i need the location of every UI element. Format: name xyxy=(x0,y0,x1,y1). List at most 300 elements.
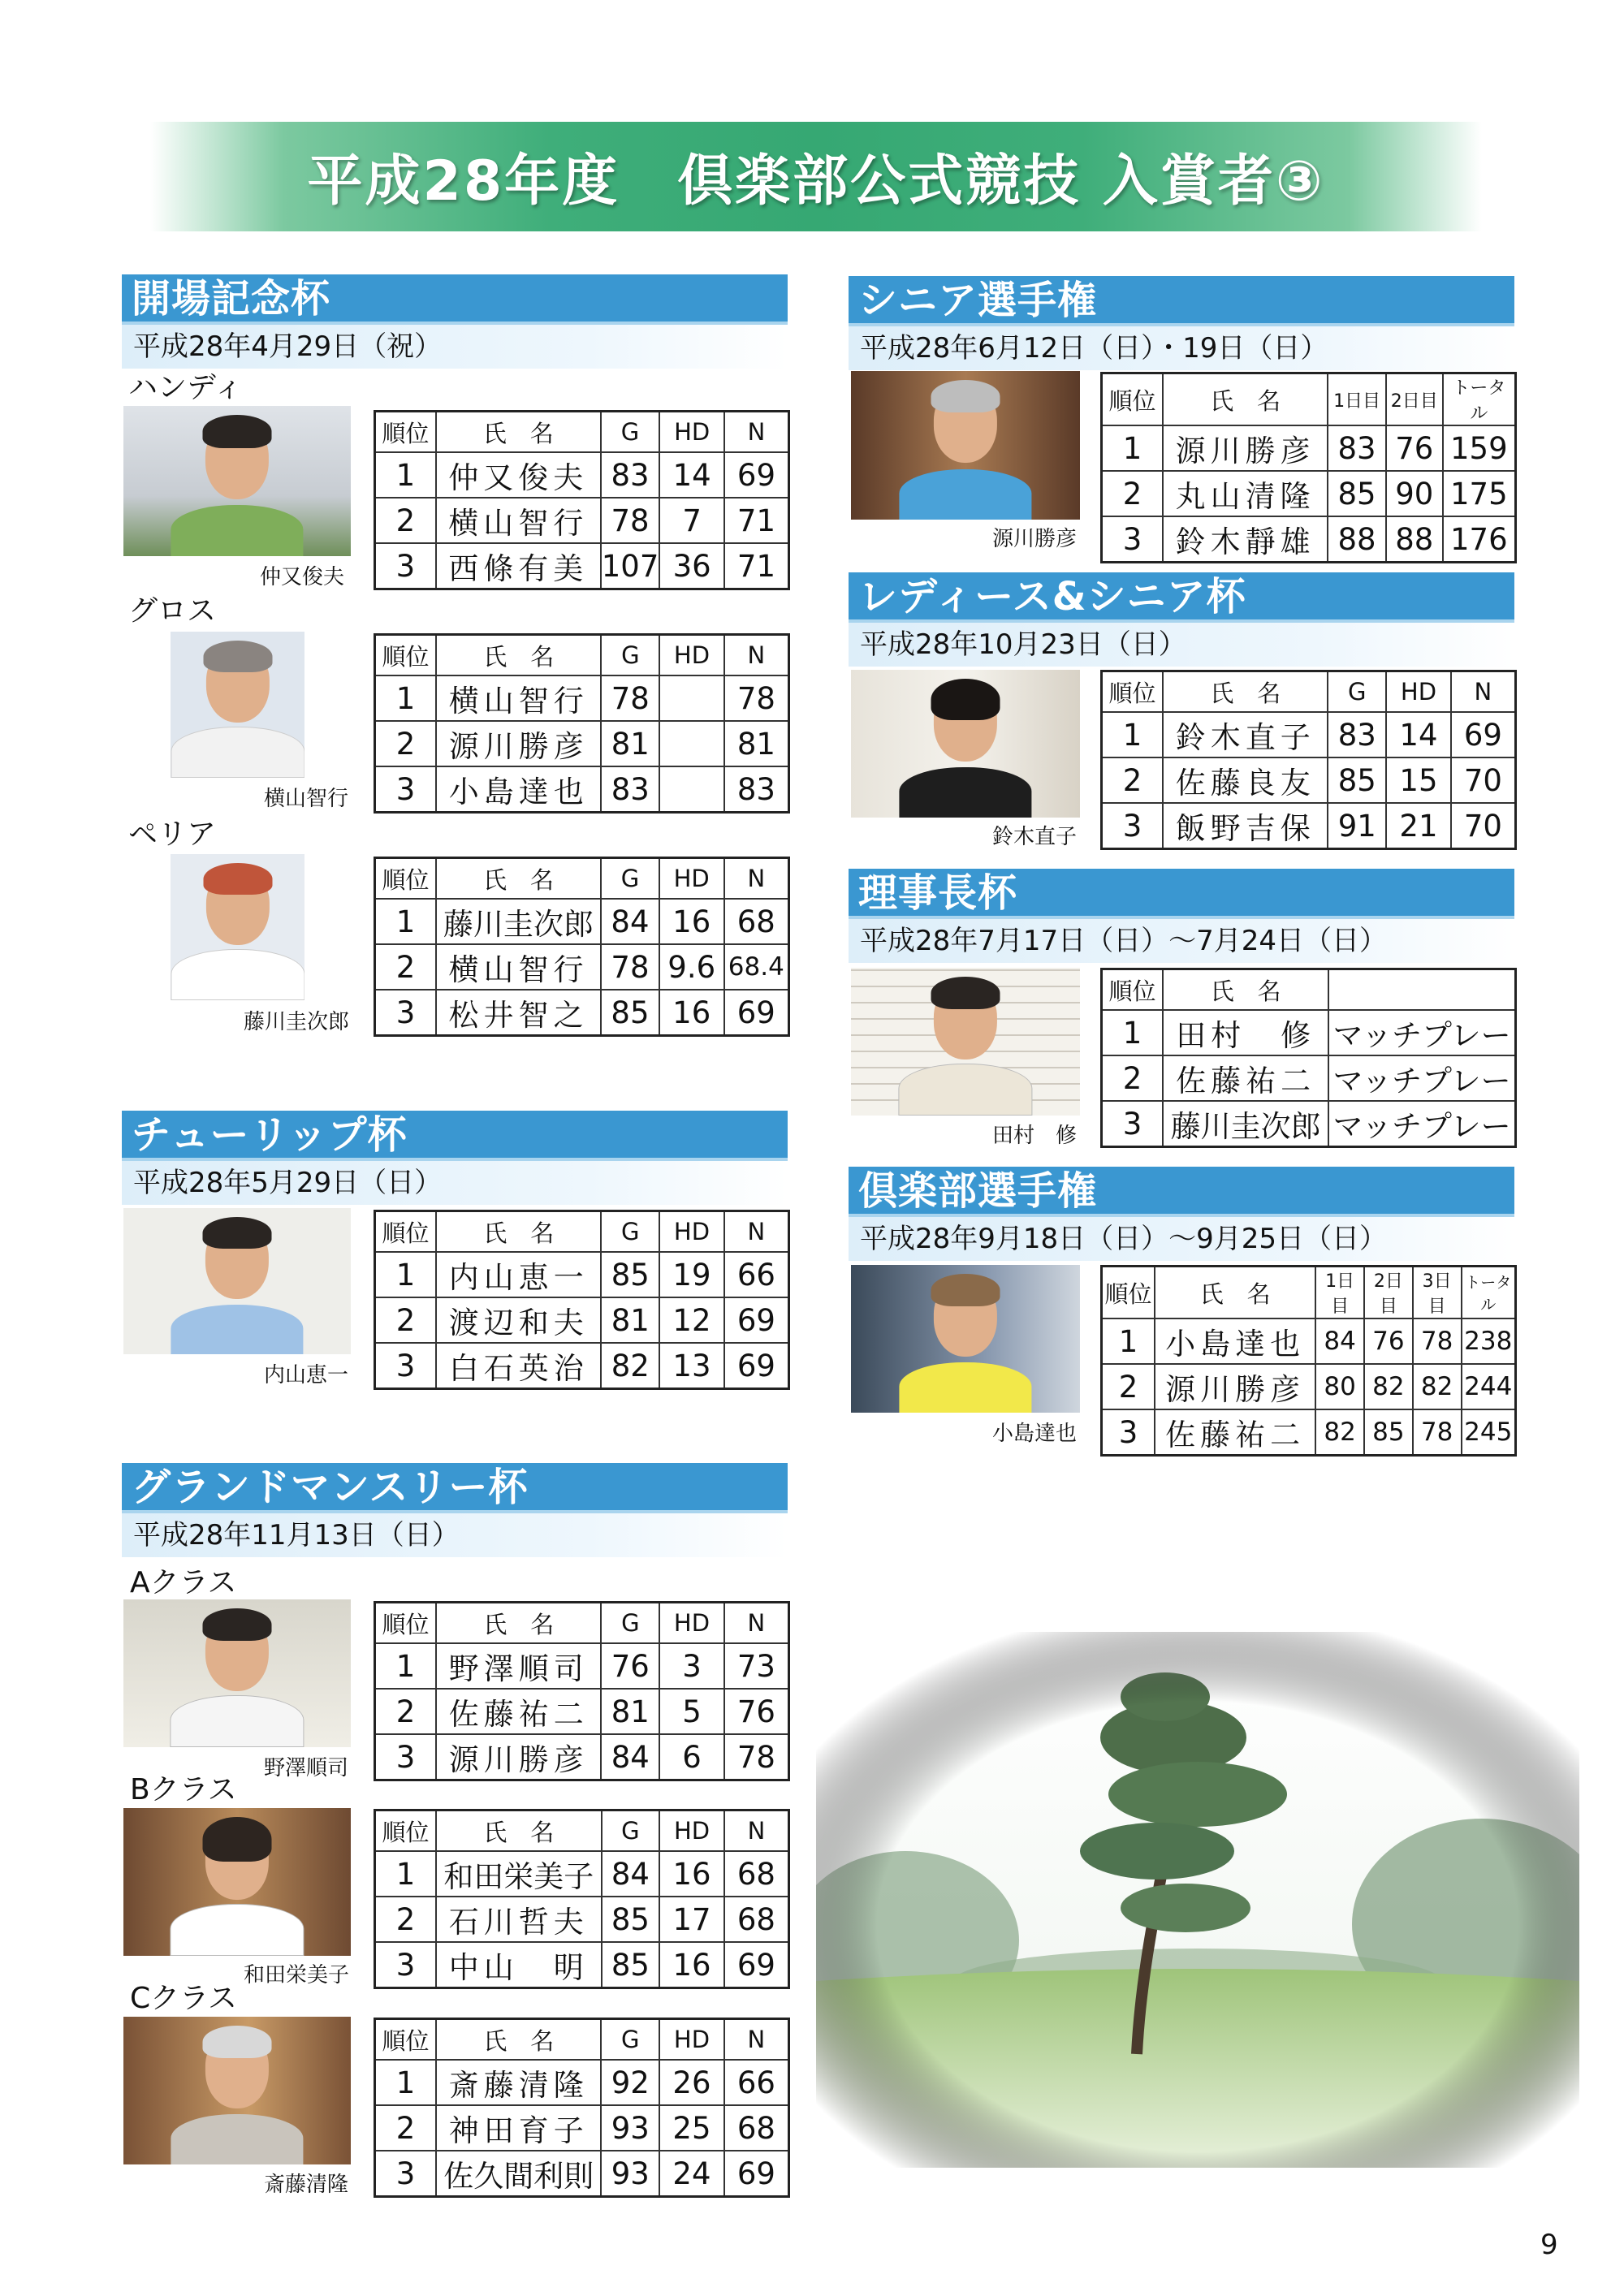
col-g: G xyxy=(601,1211,659,1253)
result-cell: マッチプレー xyxy=(1328,1055,1515,1101)
rank-cell: 1 xyxy=(1102,712,1164,757)
g-cell: 81 xyxy=(601,721,659,766)
section-club xyxy=(849,1167,1514,1261)
group-label-handy: ハンディ xyxy=(128,371,244,404)
results-table-club xyxy=(1100,1265,1517,1457)
section-title: 理事長杯 xyxy=(849,869,1514,919)
hd-cell: 17 xyxy=(659,1897,724,1942)
col-rank: 順位 xyxy=(1102,373,1163,426)
table-row xyxy=(1102,1409,1516,1456)
col-name: 氏 名 xyxy=(436,1603,601,1644)
table-row xyxy=(1102,1364,1516,1409)
photo-caption: 源川勝彦 xyxy=(992,527,1078,551)
day3-cell: 82 xyxy=(1413,1364,1462,1409)
results-table-rijicho xyxy=(1100,968,1517,1148)
table-row xyxy=(375,990,789,1036)
total-cell: 245 xyxy=(1462,1409,1516,1456)
photo-caption: 小島達也 xyxy=(992,1422,1078,1446)
total-cell: 175 xyxy=(1443,471,1516,516)
group-label-peoria: ペリア xyxy=(128,818,217,851)
col-name: 氏 名 xyxy=(436,858,601,900)
table-row xyxy=(375,2060,789,2105)
table-row xyxy=(375,1734,789,1780)
hd-cell: 12 xyxy=(659,1297,724,1343)
day1-cell: 80 xyxy=(1315,1364,1364,1409)
col-hd: HD xyxy=(659,858,724,900)
day3-cell: 78 xyxy=(1413,1409,1462,1456)
col-rank: 順位 xyxy=(1102,969,1164,1011)
g-cell: 85 xyxy=(602,1942,660,1988)
g-cell: 76 xyxy=(601,1643,659,1689)
n-cell: 69 xyxy=(724,2151,789,2197)
hd-cell: 14 xyxy=(1386,712,1451,757)
n-cell: 69 xyxy=(1451,712,1516,757)
name-cell: 白石英治 xyxy=(436,1343,601,1389)
n-cell: 68 xyxy=(724,1897,789,1942)
table-row xyxy=(375,2151,789,2197)
table-row xyxy=(375,1851,789,1897)
g-cell: 82 xyxy=(601,1343,659,1389)
g-cell: 107 xyxy=(601,543,660,589)
col-hd: HD xyxy=(659,1211,724,1253)
table-row xyxy=(1102,1101,1516,1147)
name-cell: 鈴木直子 xyxy=(1163,712,1328,757)
rank-cell: 1 xyxy=(375,1851,436,1897)
rank-cell: 2 xyxy=(375,2105,437,2151)
section-grand xyxy=(122,1463,788,1557)
hd-cell: 6 xyxy=(659,1734,724,1780)
name-cell: 和田栄美子 xyxy=(436,1851,602,1897)
name-cell: 佐藤祐二 xyxy=(436,1689,601,1734)
col-day2: 2日目 xyxy=(1386,373,1443,426)
photo-caption: 横山智行 xyxy=(264,787,349,811)
name-cell: 横山智行 xyxy=(436,498,601,543)
rank-cell: 3 xyxy=(375,1734,437,1780)
table-row xyxy=(1102,1318,1516,1364)
winner-photo xyxy=(171,632,304,778)
day2-cell: 76 xyxy=(1364,1318,1413,1364)
name-cell: 佐藤良友 xyxy=(1163,757,1328,803)
col-g: G xyxy=(601,2019,659,2061)
rank-cell: 1 xyxy=(375,1252,437,1297)
col-name: 氏 名 xyxy=(436,412,601,453)
hd-cell: 24 xyxy=(659,2151,724,2197)
col-g: G xyxy=(601,412,660,453)
g-cell: 85 xyxy=(1328,757,1386,803)
g-cell: 93 xyxy=(601,2105,659,2151)
day2-cell: 90 xyxy=(1386,471,1443,516)
rank-cell: 3 xyxy=(1102,1409,1155,1456)
n-cell: 76 xyxy=(724,1689,789,1734)
n-cell: 81 xyxy=(724,721,789,766)
winner-photo xyxy=(851,968,1080,1116)
hd-cell xyxy=(659,675,724,721)
n-cell: 70 xyxy=(1451,757,1516,803)
table-row xyxy=(375,1643,789,1689)
rank-cell: 2 xyxy=(1102,1364,1155,1409)
rank-cell: 2 xyxy=(375,1689,437,1734)
day2-cell: 82 xyxy=(1364,1364,1413,1409)
rank-cell: 3 xyxy=(1102,1101,1164,1147)
rank-cell: 1 xyxy=(1102,1010,1164,1055)
day1-cell: 85 xyxy=(1328,471,1386,516)
table-row xyxy=(375,2105,789,2151)
g-cell: 84 xyxy=(602,1851,660,1897)
table-row xyxy=(375,944,789,990)
results-table-tulip xyxy=(374,1210,790,1390)
section-date: 平成28年6月12日（日）・19日（日） xyxy=(849,326,1514,370)
hd-cell: 19 xyxy=(659,1252,724,1297)
col-n: N xyxy=(724,412,789,453)
table-row xyxy=(375,1897,789,1942)
n-cell: 69 xyxy=(724,452,789,498)
section-date: 平成28年4月29日（祝） xyxy=(122,325,788,369)
col-n: N xyxy=(1451,671,1516,713)
g-cell: 81 xyxy=(601,1689,659,1734)
rank-cell: 3 xyxy=(375,990,436,1036)
section-title: 倶楽部選手権 xyxy=(849,1167,1514,1217)
rank-cell: 1 xyxy=(375,899,436,944)
table-row xyxy=(375,675,789,721)
rank-cell: 3 xyxy=(375,2151,437,2197)
g-cell: 78 xyxy=(601,675,659,721)
table-row xyxy=(375,452,789,498)
result-cell: マッチプレー xyxy=(1328,1010,1515,1055)
name-cell: 中山 明 xyxy=(436,1942,602,1988)
col-rank: 順位 xyxy=(375,2019,437,2061)
col-n: N xyxy=(724,1211,789,1253)
photo-caption: 内山恵一 xyxy=(264,1363,349,1388)
col-hd: HD xyxy=(659,1603,724,1644)
table-row xyxy=(375,899,789,944)
rank-cell: 2 xyxy=(375,1297,437,1343)
col-g: G xyxy=(602,1810,660,1852)
table-row xyxy=(1102,471,1516,516)
group-label-a: Aクラス xyxy=(130,1566,237,1599)
section-kaijo xyxy=(122,274,788,369)
table-row xyxy=(1102,425,1516,471)
col-name: 氏 名 xyxy=(436,635,601,676)
table-row xyxy=(1102,1055,1516,1101)
table-header-row xyxy=(1102,373,1516,426)
name-cell: 源川勝彦 xyxy=(436,1734,601,1780)
table-header-row xyxy=(375,412,789,453)
name-cell: 藤川圭次郎 xyxy=(436,899,601,944)
col-g: G xyxy=(601,1603,659,1644)
day1-cell: 83 xyxy=(1328,425,1386,471)
hd-cell: 21 xyxy=(1386,803,1451,849)
name-cell: 佐藤祐二 xyxy=(1163,1055,1328,1101)
photo-caption: 和田栄美子 xyxy=(244,1963,350,1987)
day1-cell: 88 xyxy=(1328,516,1386,563)
photo-caption: 斎藤清隆 xyxy=(264,2173,349,2197)
name-cell: 鈴木靜雄 xyxy=(1163,516,1328,563)
n-cell: 68 xyxy=(724,899,789,944)
winner-photo xyxy=(123,1808,351,1956)
g-cell: 85 xyxy=(601,1252,659,1297)
col-g: G xyxy=(1328,671,1386,713)
total-cell: 176 xyxy=(1443,516,1516,563)
hd-cell: 26 xyxy=(659,2060,724,2105)
group-label-b: Bクラス xyxy=(130,1773,237,1806)
rank-cell: 2 xyxy=(375,721,437,766)
name-cell: 佐久間利則 xyxy=(436,2151,601,2197)
g-cell: 92 xyxy=(601,2060,659,2105)
n-cell: 68 xyxy=(724,2105,789,2151)
g-cell: 91 xyxy=(1328,803,1386,849)
results-table-ladies xyxy=(1100,670,1517,850)
g-cell: 83 xyxy=(601,766,659,813)
hd-cell xyxy=(659,766,724,813)
g-cell: 93 xyxy=(601,2151,659,2197)
total-cell: 238 xyxy=(1462,1318,1516,1364)
rank-cell: 2 xyxy=(1102,757,1164,803)
name-cell: 斎藤清隆 xyxy=(436,2060,601,2105)
rank-cell: 3 xyxy=(1102,803,1164,849)
section-date: 平成28年9月18日（日）～9月25日（日） xyxy=(849,1217,1514,1261)
hd-cell: 16 xyxy=(659,899,724,944)
group-label-c: Cクラス xyxy=(130,1982,238,2015)
col-name: 氏 名 xyxy=(436,1810,602,1852)
col-rank: 順位 xyxy=(375,635,437,676)
col-rank: 順位 xyxy=(375,1603,437,1644)
col-rank: 順位 xyxy=(1102,671,1164,713)
table-header-row xyxy=(375,635,789,676)
table-row xyxy=(375,766,789,813)
col-g: G xyxy=(601,635,659,676)
col-day1: 1日目 xyxy=(1328,373,1386,426)
hd-cell: 5 xyxy=(659,1689,724,1734)
winner-photo xyxy=(123,1599,351,1747)
name-cell: 松井智之 xyxy=(436,990,601,1036)
n-cell: 69 xyxy=(724,990,789,1036)
table-row xyxy=(375,1689,789,1734)
rank-cell: 3 xyxy=(1102,516,1163,563)
col-hd: HD xyxy=(659,412,724,453)
table-row xyxy=(375,1297,789,1343)
rank-cell: 1 xyxy=(375,2060,437,2105)
rank-cell: 3 xyxy=(375,766,437,813)
g-cell: 78 xyxy=(601,944,659,990)
total-cell: 244 xyxy=(1462,1364,1516,1409)
n-cell: 83 xyxy=(724,766,789,813)
day1-cell: 84 xyxy=(1315,1318,1364,1364)
table-row xyxy=(1102,757,1516,803)
col-name: 氏 名 xyxy=(1163,969,1328,1011)
total-cell: 159 xyxy=(1443,425,1516,471)
rank-cell: 2 xyxy=(1102,471,1163,516)
name-cell: 横山智行 xyxy=(436,675,601,721)
photo-caption: 野澤順司 xyxy=(264,1756,349,1780)
name-cell: 西條有美 xyxy=(436,543,601,589)
col-hd: HD xyxy=(659,2019,724,2061)
n-cell: 69 xyxy=(724,1297,789,1343)
day3-cell: 78 xyxy=(1413,1318,1462,1364)
n-cell: 69 xyxy=(724,1942,789,1988)
section-ladies xyxy=(849,572,1514,667)
name-cell: 飯野吉保 xyxy=(1163,803,1328,849)
winner-photo xyxy=(123,1208,351,1354)
photo-caption: 鈴木直子 xyxy=(992,825,1078,849)
g-cell: 85 xyxy=(601,990,659,1036)
section-title: チューリップ杯 xyxy=(122,1111,788,1161)
col-day1: 1日目 xyxy=(1315,1267,1364,1319)
col-hd: HD xyxy=(1386,671,1451,713)
winner-photo xyxy=(171,854,304,1000)
name-cell: 源川勝彦 xyxy=(1155,1364,1315,1409)
table-header-row xyxy=(375,1211,789,1253)
table-row xyxy=(1102,1010,1516,1055)
col-n: N xyxy=(724,1810,789,1852)
n-cell: 69 xyxy=(724,1343,789,1389)
col-rank: 順位 xyxy=(375,1810,436,1852)
col-name: 氏 名 xyxy=(436,1211,601,1253)
col-g: G xyxy=(601,858,659,900)
col-name: 氏 名 xyxy=(436,2019,601,2061)
name-cell: 内山恵一 xyxy=(436,1252,601,1297)
g-cell: 78 xyxy=(601,498,660,543)
section-date: 平成28年10月23日（日） xyxy=(849,623,1514,667)
rank-cell: 1 xyxy=(1102,425,1163,471)
col-n: N xyxy=(724,635,789,676)
hd-cell: 36 xyxy=(659,543,724,589)
rank-cell: 2 xyxy=(1102,1055,1164,1101)
g-cell: 84 xyxy=(601,899,659,944)
table-row xyxy=(375,721,789,766)
rank-cell: 1 xyxy=(375,452,436,498)
n-cell: 71 xyxy=(724,543,789,589)
rank-cell: 2 xyxy=(375,944,436,990)
section-rijicho xyxy=(849,869,1514,963)
name-cell: 野澤順司 xyxy=(436,1643,601,1689)
day2-cell: 88 xyxy=(1386,516,1443,563)
hd-cell: 9.6 xyxy=(659,944,724,990)
col-name: 氏 名 xyxy=(1163,373,1328,426)
results-table-peoria xyxy=(374,857,790,1037)
col-n: N xyxy=(724,1603,789,1644)
page-number: 9 xyxy=(1540,2229,1558,2261)
col-hd: HD xyxy=(659,1810,724,1852)
results-table-senior xyxy=(1100,372,1517,563)
hd-cell: 16 xyxy=(659,1942,724,1988)
table-header-row xyxy=(1102,1267,1516,1319)
col-n: N xyxy=(724,858,789,900)
table-header-row xyxy=(1102,671,1516,713)
rank-cell: 1 xyxy=(375,675,437,721)
page-title: 平成28年度 倶楽部公式競技 入賞者③ xyxy=(307,149,1325,214)
name-cell: 源川勝彦 xyxy=(1163,425,1328,471)
name-cell: 小島達也 xyxy=(436,766,601,813)
winner-photo xyxy=(851,1265,1080,1413)
table-header-row xyxy=(375,858,789,900)
winner-photo xyxy=(123,2017,351,2164)
section-title: シニア選手権 xyxy=(849,276,1514,326)
n-cell: 68 xyxy=(724,1851,789,1897)
hd-cell: 15 xyxy=(1386,757,1451,803)
col-name: 氏 名 xyxy=(1163,671,1328,713)
g-cell: 81 xyxy=(601,1297,659,1343)
n-cell: 78 xyxy=(724,675,789,721)
col-rank: 順位 xyxy=(375,1211,437,1253)
rank-cell: 3 xyxy=(375,1942,436,1988)
col-total: トータル xyxy=(1443,373,1516,426)
hd-cell: 25 xyxy=(659,2105,724,2151)
rank-cell: 1 xyxy=(375,1643,437,1689)
winner-photo xyxy=(123,406,351,556)
hd-cell: 3 xyxy=(659,1643,724,1689)
table-row xyxy=(1102,712,1516,757)
n-cell: 68.4 xyxy=(724,944,789,990)
name-cell: 小島達也 xyxy=(1155,1318,1315,1364)
col-day3: 3日目 xyxy=(1413,1267,1462,1319)
hd-cell: 13 xyxy=(659,1343,724,1389)
section-title: 開場記念杯 xyxy=(122,274,788,325)
g-cell: 85 xyxy=(602,1897,660,1942)
photo-caption: 田村 修 xyxy=(992,1124,1078,1148)
day2-cell: 85 xyxy=(1364,1409,1413,1456)
col-result xyxy=(1328,969,1515,1011)
table-header-row xyxy=(375,1810,789,1852)
photo-caption: 仲又俊夫 xyxy=(260,565,345,589)
result-cell: マッチプレー xyxy=(1328,1101,1515,1147)
col-rank: 順位 xyxy=(375,412,436,453)
table-row xyxy=(375,1942,789,1988)
table-row xyxy=(375,1343,789,1389)
table-row xyxy=(1102,516,1516,563)
rank-cell: 3 xyxy=(375,1343,437,1389)
results-table-c xyxy=(374,2018,790,2198)
hd-cell: 7 xyxy=(659,498,724,543)
rank-cell: 3 xyxy=(375,543,436,589)
name-cell: 源川勝彦 xyxy=(436,721,601,766)
results-table-gross xyxy=(374,633,790,814)
n-cell: 66 xyxy=(724,2060,789,2105)
hd-cell: 16 xyxy=(659,1851,724,1897)
name-cell: 石川哲夫 xyxy=(436,1897,602,1942)
results-table-handy xyxy=(374,410,790,590)
n-cell: 73 xyxy=(724,1643,789,1689)
section-senior xyxy=(849,276,1514,370)
section-date: 平成28年5月29日（日） xyxy=(122,1161,788,1205)
winner-photo xyxy=(851,670,1080,818)
winner-photo xyxy=(851,371,1080,520)
page-title-banner xyxy=(150,122,1482,231)
results-table-a xyxy=(374,1601,790,1781)
col-n: N xyxy=(724,2019,789,2061)
section-title: レディース&シニア杯 xyxy=(849,572,1514,623)
name-cell: 神田育子 xyxy=(436,2105,601,2151)
table-header-row xyxy=(375,2019,789,2061)
n-cell: 70 xyxy=(1451,803,1516,849)
g-cell: 83 xyxy=(601,452,660,498)
group-label-gross: グロス xyxy=(128,594,217,628)
g-cell: 83 xyxy=(1328,712,1386,757)
rank-cell: 1 xyxy=(1102,1318,1155,1364)
col-hd: HD xyxy=(659,635,724,676)
rank-cell: 2 xyxy=(375,1897,436,1942)
col-rank: 順位 xyxy=(1102,1267,1155,1319)
section-tulip xyxy=(122,1111,788,1205)
name-cell: 藤川圭次郎 xyxy=(1163,1101,1328,1147)
section-title: グランドマンスリー杯 xyxy=(122,1463,788,1513)
name-cell: 佐藤祐二 xyxy=(1155,1409,1315,1456)
col-total: トータル xyxy=(1462,1267,1516,1319)
photo-caption: 藤川圭次郎 xyxy=(244,1010,350,1034)
table-row xyxy=(375,543,789,589)
day1-cell: 82 xyxy=(1315,1409,1364,1456)
results-table-b xyxy=(374,1809,790,1989)
g-cell: 84 xyxy=(601,1734,659,1780)
